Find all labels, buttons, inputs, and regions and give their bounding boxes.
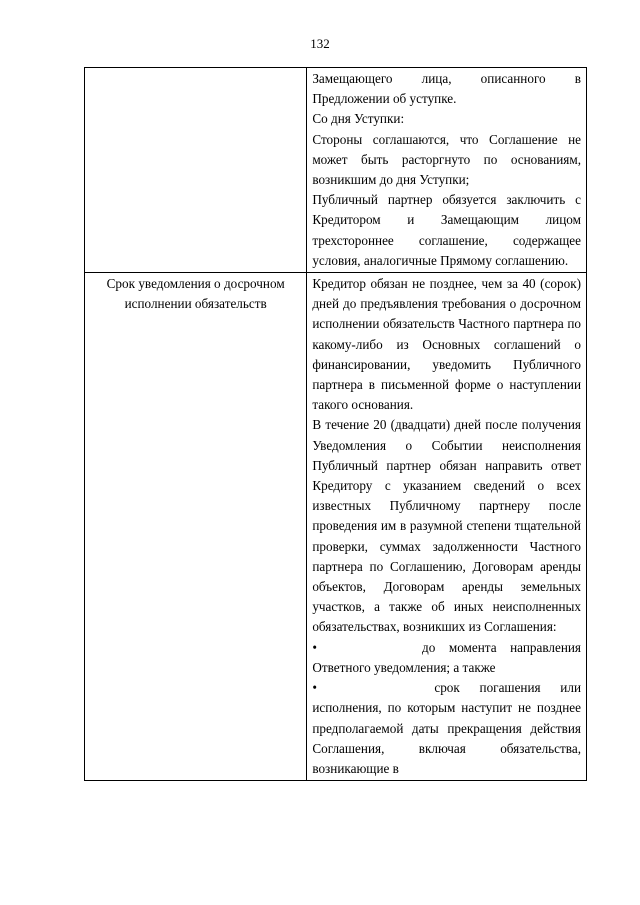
paragraph: Стороны соглашаются, что Соглашение не может быть расторгнуто по основаниям, возникшим до дня Уступки; [312,131,581,188]
paragraph: Публичный партнер обязуется заключить с Кредитором и Замещающим лицом трехстороннее соглашение, содержащее условия, аналогичные Прямому соглашению. [312,192,581,268]
row-1-label-cell [85,68,307,273]
bullet-icon: • [312,680,317,696]
bullet-text: срок погашения или исполнения, по которым наступит не позднее предполагаемой даты прекращения действия Соглашения, включая обязательства, возникающие в [312,680,582,776]
bullet-item [312,638,581,678]
page-number: 132 [310,36,330,51]
paragraph: В течение 20 (двадцати) дней после получения Уведомления о Событии неисполнения Публичный партнер обязан направить ответ Кредитору с указанием сведений о всех известных Публичному партнеру после проведения им в разумной степени тщательной проверки, суммах задолженности Частного партнера по Соглашению, Договорам аренды объектов, Договорам аренды земельных участков, а также об иных неисполненных обязательствах, возникших из Соглашения: [312,417,581,635]
paragraph: Замещающего лица, описанного в Предложении об уступке. [312,71,581,107]
bullet-text: до момента направления Ответного уведомления; а также [312,639,582,675]
conditions-table [84,67,587,781]
table-row [85,68,587,273]
row-2-label-cell: Срок уведомления о досрочном исполнении обязательств [85,273,307,781]
paragraph: Кредитор обязан не позднее, чем за 40 (сорок) дней до предъявления требования о досрочном исполнении обязательств Частного партнера по какому-либо из Основных соглашений о финансировании, уведомить Публичного партнера в письменной форме о наступлении такого основания. [312,276,581,413]
row-2-content-cell [307,273,587,781]
table-row [85,273,587,781]
bullet-item [312,678,581,779]
bullet-icon: • [312,639,317,655]
paragraph: Со дня Уступки: [312,111,405,127]
row-1-content-cell [307,68,587,273]
